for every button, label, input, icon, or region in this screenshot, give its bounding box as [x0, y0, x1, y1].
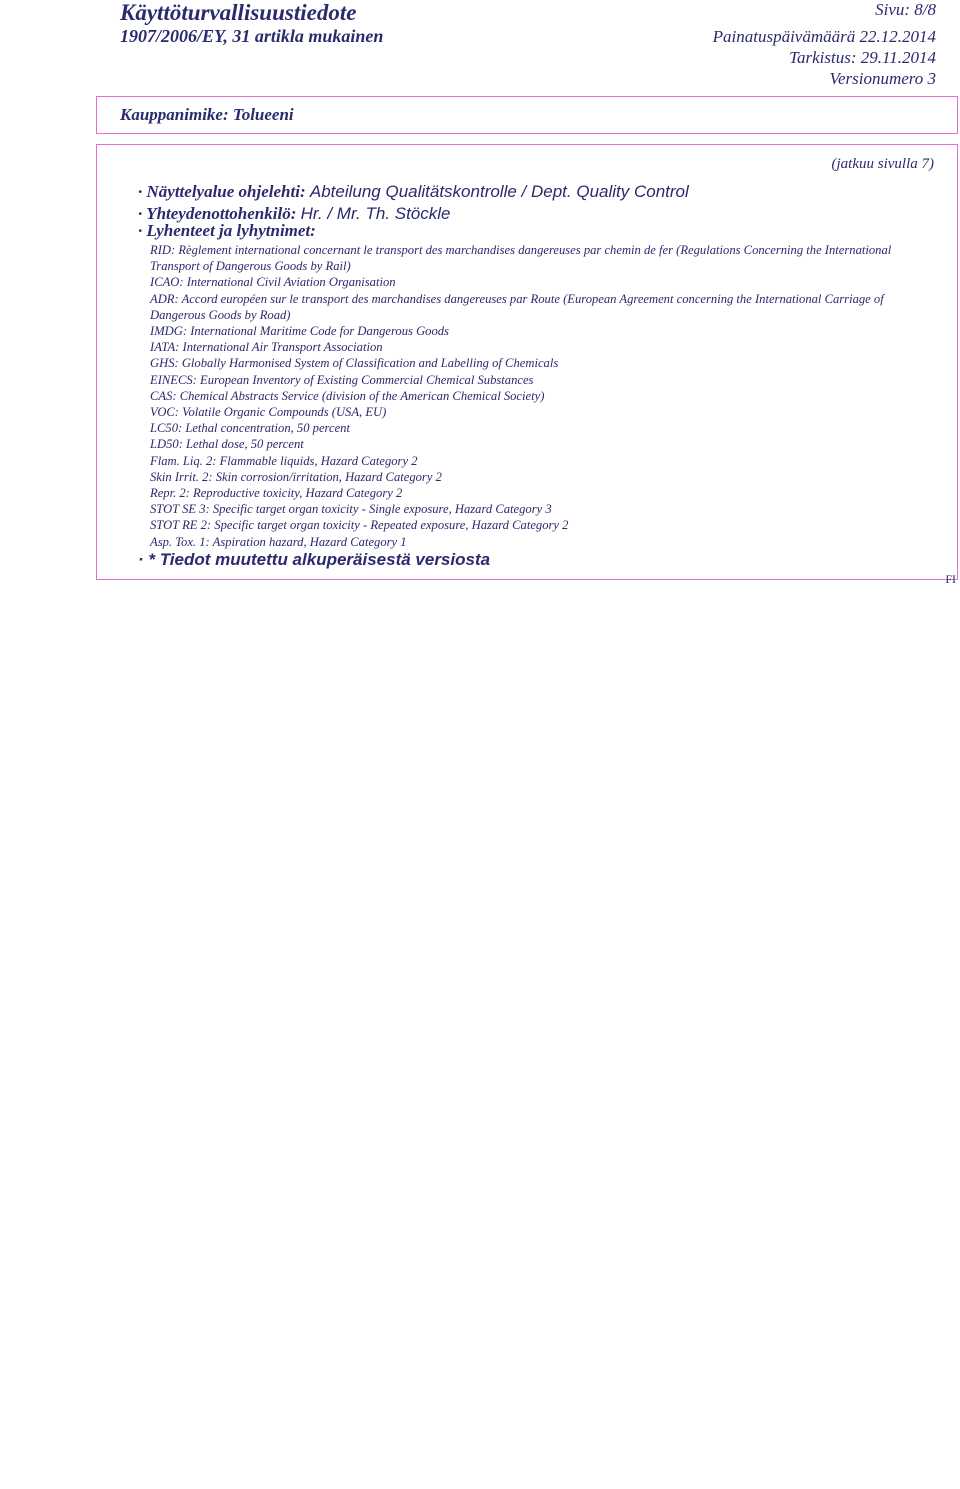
abbreviations-label: · Lyhenteet ja lyhytnimet:: [138, 221, 316, 240]
regulation-reference: 1907/2006/EY, 31 artikla mukainen: [120, 26, 384, 46]
abbreviation-item: RID: Règlement international concernant le transport des marchandises dangereuses par chemin de fer (Regulations Concerning the International Transport of Dangerous Goods by Rail): [150, 243, 892, 274]
abbreviation-item: STOT RE 2: Specific target organ toxicity - Repeated exposure, Hazard Category 2: [150, 518, 569, 533]
abbreviation-item: IATA: International Air Transport Association: [150, 340, 383, 355]
abbreviation-item: VOC: Volatile Organic Compounds (USA, EU): [150, 405, 387, 420]
contact-value: Hr. / Mr. Th. Stöckle: [300, 204, 451, 223]
abbreviation-item: EINECS: European Inventory of Existing Commercial Chemical Substances: [150, 372, 534, 387]
department-value: Abteilung Qualitätskontrolle / Dept. Quality Control: [309, 182, 689, 201]
abbreviations-list: [150, 242, 940, 550]
abbreviation-item: GHS: Globally Harmonised System of Classification and Labelling of Chemicals: [150, 356, 559, 371]
abbreviation-item: ADR: Accord européen sur le transport des marchandises dangereuses par Route (European Agreement concerning the International Carriage of Dangerous Goods by Road): [150, 291, 884, 322]
revision-date: Tarkistus: 29.11.2014: [789, 48, 936, 67]
abbreviations-heading: [138, 221, 316, 241]
abbreviation-item: Asp. Tox. 1: Aspiration hazard, Hazard Category 1: [150, 534, 407, 549]
department-label: · Näyttelyalue ohjelehti:: [138, 182, 306, 201]
page-number: Sivu: 8/8: [875, 0, 936, 19]
changed-note: · * Tiedot muutettu alkuperäisestä versiosta: [138, 550, 491, 569]
version-number: Versionumero 3: [829, 69, 936, 88]
contact-label: · Yhteydenottohenkilö:: [138, 204, 297, 223]
abbreviation-item: Repr. 2: Reproductive toxicity, Hazard Category 2: [150, 486, 403, 501]
abbreviation-item: ICAO: International Civil Aviation Organisation: [150, 275, 396, 290]
abbreviation-item: STOT SE 3: Specific target organ toxicity - Single exposure, Hazard Category 3: [150, 502, 552, 517]
department-line: [138, 182, 689, 202]
abbreviation-item: Flam. Liq. 2: Flammable liquids, Hazard Category 2: [150, 453, 418, 468]
abbreviation-item: IMDG: International Maritime Code for Dangerous Goods: [150, 324, 449, 339]
abbreviation-item: CAS: Chemical Abstracts Service (division of the American Chemical Society): [150, 388, 545, 403]
trade-name: Kauppanimike: Tolueeni: [120, 105, 294, 124]
continued-note: (jatkuu sivulla 7): [831, 156, 934, 172]
abbreviation-item: Skin Irrit. 2: Skin corrosion/irritation, Hazard Category 2: [150, 469, 442, 484]
document-title: Käyttöturvallisuustiedote: [120, 0, 357, 25]
print-date: Painatuspäivämäärä 22.12.2014: [712, 27, 936, 46]
abbreviation-item: LC50: Lethal concentration, 50 percent: [150, 421, 350, 436]
abbreviation-item: LD50: Lethal dose, 50 percent: [150, 437, 304, 452]
language-code: FI: [945, 572, 956, 586]
